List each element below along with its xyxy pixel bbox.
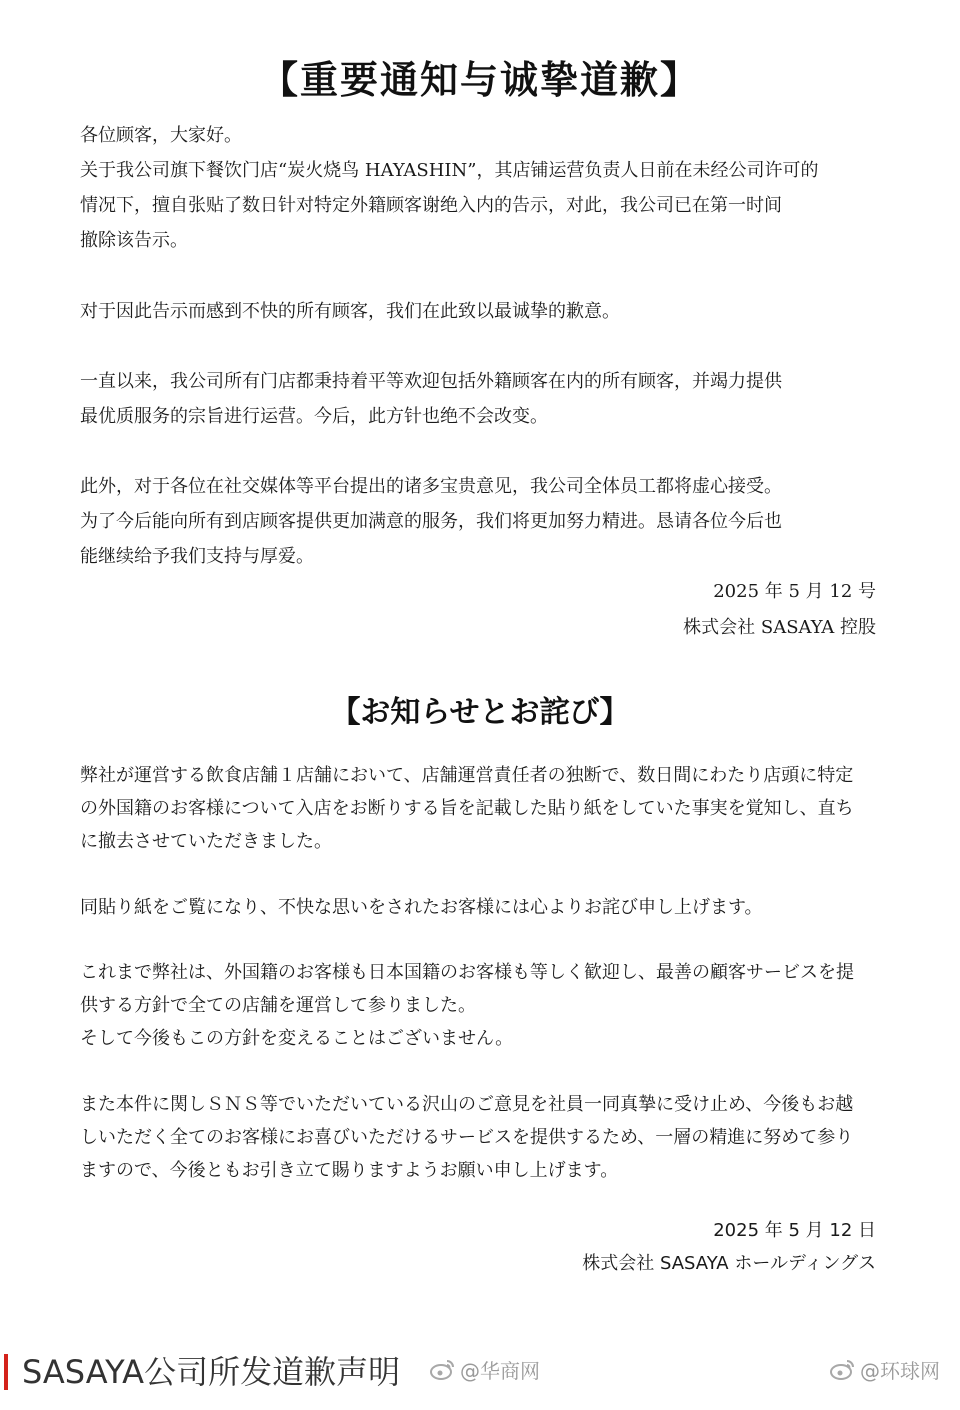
chinese-notice-company: 株式会社 SASAYA 控股: [683, 617, 876, 638]
chinese-paragraph: 此外，对于各位在社交媒体等平台提出的诸多宝贵意见，我公司全体员工都将虚心接受。 为了今后能向所有到店顾客提供更加满意的服务，我们将更加努力精进。恳请各位今后也 能继续给予我们支持与厚爱。: [80, 476, 782, 567]
japanese-notice-title: 【お知らせとお詫び】: [330, 695, 630, 730]
watermark-text: @环球网: [860, 1358, 940, 1383]
caption-text: SASAYA公司所发道歉声明: [22, 1353, 401, 1391]
chinese-notice-date: 2025 年 5 月 12 号: [713, 581, 876, 602]
japanese-paragraph: これまで弊社は、外国籍のお客様も日本国籍のお客様も等しく歓迎し、最善の顧客サービスを提 供する方針で全ての店舗を運営して参りました。 そして今後もこの方針を変えることはございません。: [80, 962, 854, 1049]
watermark-huanqiu: [830, 1354, 940, 1384]
chinese-notice-title: 【重要通知与诚挚道歉】: [259, 58, 700, 102]
watermark-text: @华商网: [460, 1358, 540, 1383]
watermark-huashang: [430, 1354, 540, 1384]
chinese-paragraph: 各位顾客，大家好。 关于我公司旗下餐饮门店“炭火烧鸟 HAYASHIN”，其店铺运营负责人日前在未经公司许可的 情况下，擅自张贴了数日针对特定外籍顾客谢绝入内的告示，对此，我公司已在第一时间 撤除该告示。: [80, 125, 819, 251]
caption-accent-bar: [4, 1354, 8, 1390]
weibo-icon: [830, 1358, 856, 1380]
weibo-icon: [430, 1358, 456, 1380]
chinese-paragraph: 一直以来，我公司所有门店都秉持着平等欢迎包括外籍顾客在内的所有顾客，并竭力提供 最优质服务的宗旨进行运营。今后，此方针也绝不会改变。: [80, 371, 782, 427]
chinese-paragraph: 对于因此告示而感到不快的所有顾客，我们在此致以最诚挚的歉意。: [80, 301, 620, 322]
japanese-paragraph: 同貼り紙をご覧になり、不快な思いをされたお客様には心よりお詫び申し上げます。: [80, 897, 763, 918]
japanese-paragraph: 弊社が運営する飲食店舗１店舗において、店舗運営責任者の独断で、数日間にわたり店頭に特定 の外国籍のお客様について入店をお断りする旨を記載した貼り紙をしていた事実を覚知し、直ち に撤去させていただきました。: [80, 765, 854, 852]
japanese-notice-date: 2025 年 5 月 12 日: [713, 1220, 876, 1241]
japanese-paragraph: また本件に関しＳＮＳ等でいただいている沢山のご意見を社員一同真摯に受け止め、今後もお越 しいただく全てのお客様にお喜びいただけるサービスを提供するため、一層の精進に努めて参り ますので、今後ともお引き立て賜りますようお願い申し上げます。: [80, 1094, 854, 1181]
japanese-notice-company: 株式会社 SASAYA ホールディングス: [582, 1253, 876, 1274]
